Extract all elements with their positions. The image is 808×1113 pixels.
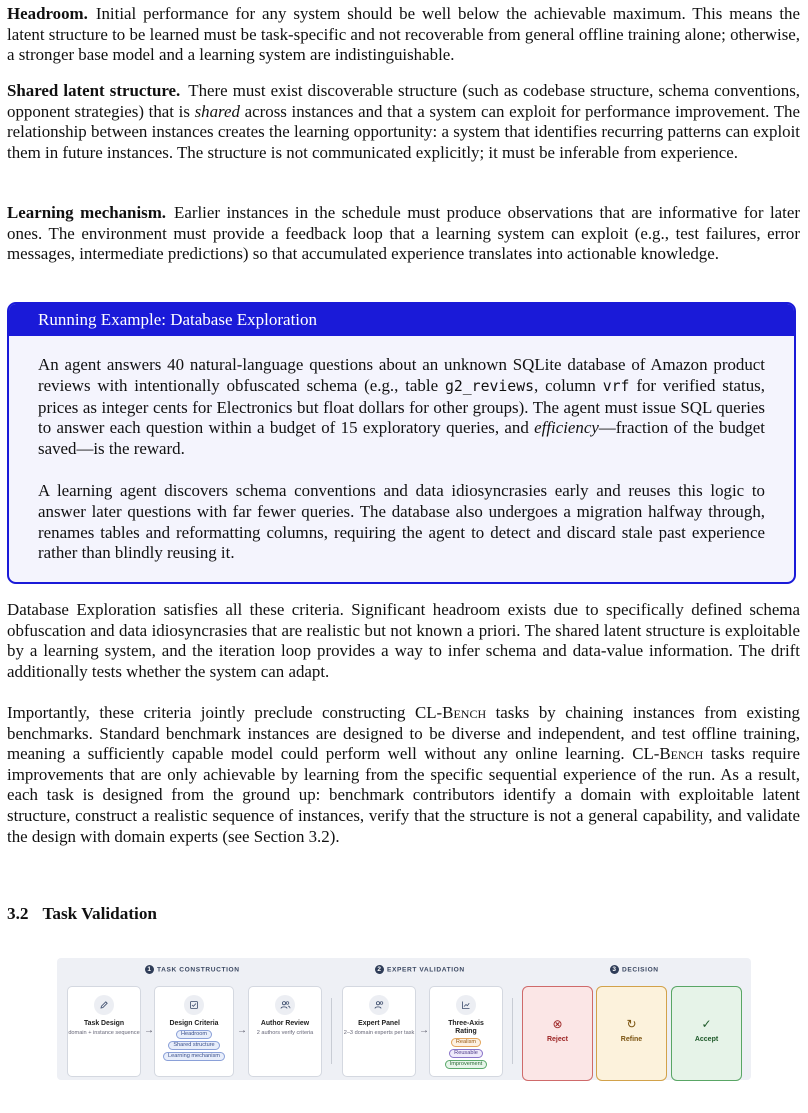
decision-label: Reject [546, 1036, 568, 1043]
rating-pill: Improvement [445, 1060, 488, 1069]
users-icon [275, 995, 295, 1015]
card-title: Three-Axis Rating [448, 1020, 484, 1035]
refresh-icon: ↻ [626, 1017, 637, 1031]
text-run: for verified status, prices as integer cents for Electronics but float dollars for other groups). The agent must issue SQL queries to answer each question within a budget of 15 exploratory queries, and [38, 375, 765, 438]
benchmark-name: CL-Bench [632, 744, 704, 764]
card-author-review [248, 986, 322, 1077]
pencil-icon [94, 995, 114, 1015]
criteria-pill: Headroom [176, 1030, 212, 1039]
phase-label: DECISION [622, 966, 659, 974]
running-example-paragraph-1 [38, 355, 765, 460]
para-learning-mechanism [7, 203, 800, 265]
phase-number-badge: 1 [145, 965, 154, 974]
para-headroom [7, 4, 800, 66]
para-db-exploration: Database Exploration satisfies all these criteria. Significant headroom exists due to specifically defined schema obfuscation and data idiosyncrasies that are realistic but not known a priori. The shared latent structure is exploitable by a learning system, and the iteration loop provides a way to infer schema and data-value information. The drift additionally tests whether the system can adapt. [7, 600, 800, 681]
card-title: Design Criteria [169, 1020, 219, 1027]
running-example-body [9, 336, 794, 564]
card-title: Expert Panel [358, 1020, 400, 1027]
para-text: across instances and that a system can exploit for performance improvement. The relationship between instances creates the learning opportunity: a system that identifies recurring patterns can exploit them in future instances. The structure is not communicated explicitly; it must be inferable from experience. [7, 101, 800, 162]
phase-decision [610, 965, 659, 974]
rating-pill: Reusable [449, 1049, 483, 1058]
x-circle-icon: ⊗ [552, 1017, 563, 1031]
running-example-box [7, 302, 796, 584]
experts-icon [369, 995, 389, 1015]
criteria-pill: Shared structure [168, 1041, 219, 1050]
text-run: Importantly, these criteria jointly preclude constructing [7, 703, 415, 722]
para-lead: Headroom. [7, 4, 88, 23]
rating-pill: Realism [451, 1038, 481, 1047]
para-emphasis: shared [194, 101, 240, 121]
section-heading [7, 904, 157, 924]
phase-label: TASK CONSTRUCTION [157, 966, 240, 974]
para-importantly [7, 703, 800, 847]
text-run: , column [534, 375, 603, 395]
check-icon: ✓ [701, 1017, 712, 1031]
text-run: —fraction of the budget saved—is the reward. [38, 418, 765, 459]
phase-task-construction [145, 965, 240, 974]
text-run: tasks by chaining instances from existing benchmarks. Standard benchmark instances are designed to be diverse and independent, and test offline training, meaning a sufficiently capable model could perform well without any online learning. [7, 703, 800, 764]
card-title: Author Review [260, 1020, 310, 1027]
text-run: tasks require improvements that are only achievable by learning from the specific sequential experience of the run. As a result, each task is designed from the ground up: benchmark contributors identify a domain with exploitable latent structure, construct a realistic sequence of instances, verify that the structure is not a general capability, and validate the design with domain experts (see Section 3.2). [7, 744, 800, 846]
decision-accept [671, 986, 742, 1081]
phase-divider [512, 998, 513, 1064]
para-text: Initial performance for any system should be well below the achievable maximum. This means the latent structure to be learned must be task-specific and not recoverable from general offline training alone; otherwise, a stronger base model and a learning system are indistinguishable. [7, 4, 800, 65]
para-lead: Shared latent structure. [7, 81, 181, 100]
arrow-right-icon: → [144, 1025, 154, 1036]
phase-expert-validation [375, 965, 465, 974]
section-title: Task Validation [42, 904, 157, 923]
para-shared-structure [7, 81, 800, 163]
para-lead: Learning mechanism. [7, 203, 167, 222]
emphasis-efficiency: efficiency [534, 418, 599, 438]
arrow-right-icon: → [237, 1025, 247, 1036]
running-example-paragraph-2: A learning agent discovers schema conventions and data idiosyncrasies early and reuses this logic to answer later questions with far fewer queries. The database also undergoes a migration halfway through, renames tables and reformatting columns, requiring the agent to detect and discard stale past experience rather than blindly reusing it. [38, 480, 765, 563]
text-run: An agent answers 40 natural-language questions about an unknown SQLite database of Amazon product reviews with intentionally obfuscated schema (e.g., table [38, 355, 765, 395]
phase-label: EXPERT VALIDATION [387, 966, 465, 974]
chart-icon [456, 995, 476, 1015]
code-table-name: g2_reviews [444, 377, 535, 395]
card-task-design [67, 986, 141, 1077]
code-column-name: vrf [602, 377, 630, 395]
arrow-right-icon: → [419, 1025, 429, 1036]
benchmark-name: CL-Bench [414, 703, 487, 722]
card-design-criteria [154, 986, 234, 1077]
card-three-axis-rating [429, 986, 503, 1077]
decision-refine [596, 986, 667, 1081]
phase-number-badge: 3 [610, 965, 619, 974]
card-title: Task Design [83, 1020, 125, 1027]
para-text: There must exist discoverable structure (such as codebase structure, schema conventions, opponent strategies) that is [7, 81, 800, 121]
section-number: 3.2 [7, 904, 29, 923]
running-example-title: Running Example: Database Exploration [9, 304, 794, 336]
checklist-icon [184, 995, 204, 1015]
para-text: Earlier instances in the schedule must produce observations that are informative for later ones. The environment must provide a feedback loop that a learning system can exploit (e.g., test failures, error messages, intermediate predictions) so that accumulated experience translates into actionable knowledge. [7, 203, 800, 264]
card-subtitle: domain + instance sequence [68, 1030, 140, 1036]
phase-divider [331, 998, 332, 1064]
decision-reject [522, 986, 593, 1081]
phase-number-badge: 2 [375, 965, 384, 974]
validation-pipeline-figure [57, 958, 751, 1080]
criteria-pill: Learning mechanism [163, 1052, 225, 1061]
decision-label: Refine [620, 1036, 643, 1043]
card-expert-panel [342, 986, 416, 1077]
card-subtitle: 2 authors verify criteria [256, 1030, 314, 1036]
decision-label: Accept [694, 1036, 719, 1043]
card-subtitle: 2–3 domain experts per task [343, 1030, 415, 1036]
